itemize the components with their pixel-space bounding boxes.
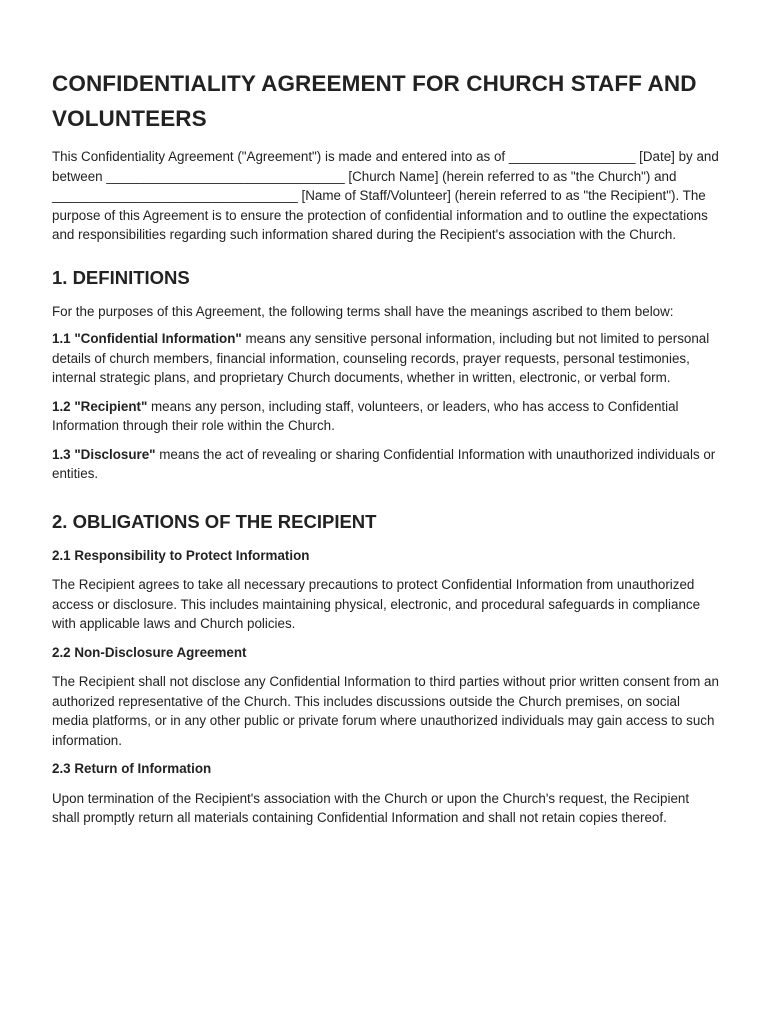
- subsection-heading-non-disclosure: 2.2 Non-Disclosure Agreement: [52, 644, 247, 660]
- subsection-heading-responsibility: 2.1 Responsibility to Protect Information: [52, 547, 310, 563]
- definition-term: 1.1 "Confidential Information": [52, 331, 242, 346]
- section-heading-definitions: 1. DEFINITIONS: [52, 266, 190, 288]
- definitions-lead: For the purposes of this Agreement, the following terms shall have the meanings ascribed to them below:: [52, 303, 674, 319]
- definition-text: means any sensitive personal information, including but not limited to personal details of church members, financial information, counseling records, prayer requests, personal testimonies, internal strategic plans, and proprietary Church documents, whether in written, electronic, or verbal form.: [52, 331, 710, 385]
- definition-text: means any person, including staff, volunteers, or leaders, who has access to Confidential Information through their role within the Church.: [52, 398, 679, 433]
- definition-term: 1.3 "Disclosure": [52, 446, 156, 462]
- intro-paragraph: This Confidentiality Agreement ("Agreement") is made and entered into as of _________________ [Date] by and between ________________________________ [Church Name] (herein referred to as "the Church") and _________________________________ [Name of Staff/Volunteer] (herein referred to as "the Recipient"). The purpose of this Agreement is to ensure the protection of confidential information and to outline the expectations and responsibilities regarding such information shared during the Recipient's association with the Church.: [52, 149, 719, 242]
- subsection-text-return: Upon termination of the Recipient's association with the Church or upon the Church's request, the Recipient shall promptly return all materials containing Confidential Information and shall not retain copies thereof.: [52, 790, 690, 825]
- subsection-text-non-disclosure: The Recipient shall not disclose any Confidential Information to third parties without prior written consent from an authorized representative of the Church. This includes discussions outside the Church premises, on social media platforms, or in any other public or private forum where unauthorized individuals may gain access to such information.: [52, 674, 719, 748]
- document-title: CONFIDENTIALITY AGREEMENT FOR CHURCH STAFF AND VOLUNTEERS: [52, 71, 697, 131]
- subsection-text-responsibility: The Recipient agrees to take all necessary precautions to protect Confidential Information from unauthorized access or disclosure. This includes maintaining physical, electronic, and procedural safeguards in compliance with applicable laws and Church policies.: [52, 577, 701, 631]
- definition-text: means the act of revealing or sharing Confidential Information with unauthorized individuals or entities.: [52, 446, 716, 481]
- definition-recipient: [52, 397, 720, 436]
- definition-disclosure: [52, 445, 720, 484]
- definition-term: 1.2 "Recipient": [52, 398, 148, 414]
- subsection-heading-return: 2.3 Return of Information: [52, 761, 212, 776]
- section-heading-obligations: 2. OBLIGATIONS OF THE RECIPIENT: [52, 510, 377, 532]
- definition-confidential-information: [52, 329, 720, 388]
- document-body: [52, 66, 720, 837]
